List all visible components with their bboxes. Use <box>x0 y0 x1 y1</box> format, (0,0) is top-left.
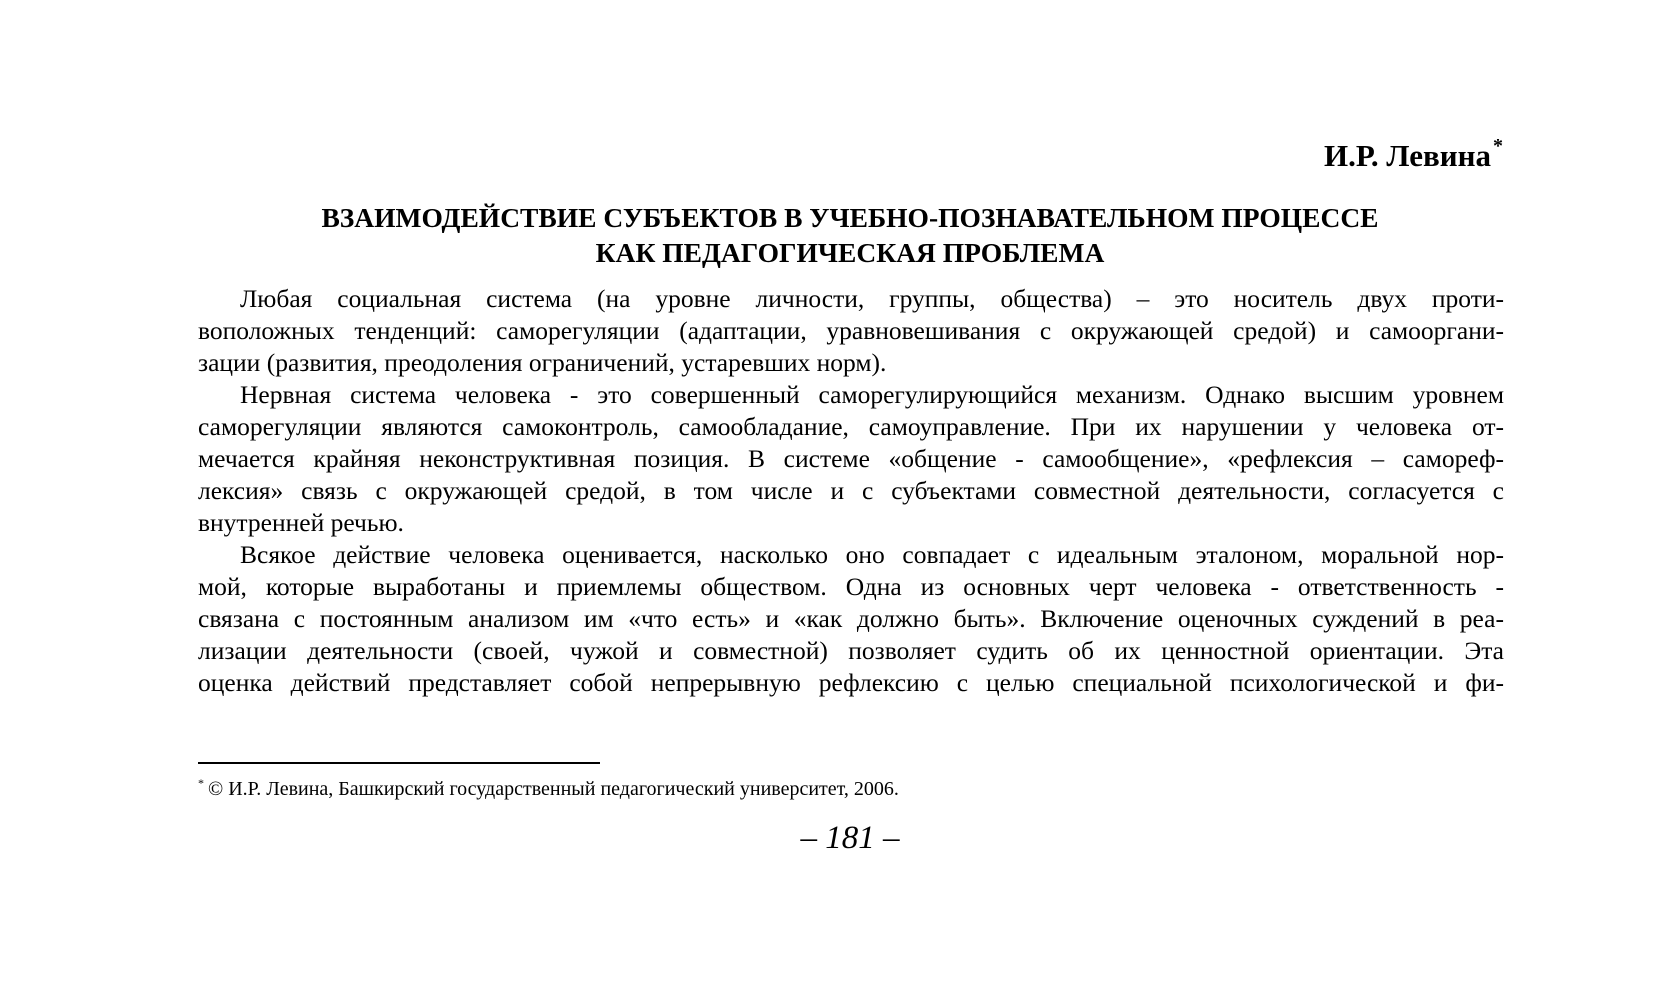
article-title-line: ВЗАИМОДЕЙСТВИЕ СУБЪЕКТОВ В УЧЕБНО-ПОЗНАВАТЕЛЬНОМ ПРОЦЕССЕ <box>321 202 1379 233</box>
text-line: Нервная система человека - это совершенный саморегулирующийся механизм. Однако высшим уровнем <box>240 380 1504 409</box>
text-line: зации (развития, преодоления ограничений, устаревших норм). <box>198 348 887 377</box>
text-line: лексия» связь с окружающей средой, в том числе и с субъектами совместной деятельности, согласуется с <box>198 476 1504 505</box>
text-line: внутренней речью. <box>198 508 404 537</box>
text-line: Любая социальная система (на уровне личности, группы, общества) – это носитель двух проти- <box>240 284 1504 313</box>
text-line: воположных тенденций: саморегуляции (адаптации, уравновешивания с окружающей средой) и самооргани- <box>198 316 1504 345</box>
text-line: саморегуляции являются самоконтроль, самообладание, самоуправление. При их нарушении у человека от- <box>198 412 1504 441</box>
footnote-mark: * <box>198 776 204 790</box>
author-name <box>1323 135 1503 173</box>
author-footnote-mark: * <box>1493 135 1503 157</box>
paragraph <box>198 539 1504 699</box>
text-line: мой, которые выработаны и приемлемы обществом. Одна из основных черт человека - ответственность - <box>198 572 1504 601</box>
article-title <box>190 200 1510 270</box>
footnote <box>198 776 899 804</box>
article-title-line: КАК ПЕДАГОГИЧЕСКАЯ ПРОБЛЕМА <box>595 237 1105 268</box>
text-line: Всякое действие человека оценивается, насколько оно совпадает с идеальным эталоном, моральной нор- <box>240 540 1504 569</box>
page-number: – 181 – <box>800 820 900 856</box>
text-line: лизации деятельности (своей, чужой и совместной) позволяет судить об их ценностной ориентации. Эта <box>198 636 1504 665</box>
footnote-separator <box>198 762 600 764</box>
text-line: мечается крайняя неконструктивная позиция. В системе «общение - самообщение», «рефлексия – самореф- <box>198 444 1504 473</box>
paragraph <box>198 379 1504 539</box>
text-line: оценка действий представляет собой непрерывную рефлексию с целью специальной психологической и фи- <box>198 668 1504 697</box>
footnote-text: © И.Р. Левина, Башкирский государственный педагогический университет, 2006. <box>208 778 899 800</box>
article-body <box>198 283 1504 699</box>
paragraph <box>198 283 1504 379</box>
author-name-text: И.Р. Левина <box>1323 138 1491 173</box>
text-line: связана с постоянным анализом им «что есть» и «как должно быть». Включение оценочных суждений в реа- <box>198 604 1504 633</box>
